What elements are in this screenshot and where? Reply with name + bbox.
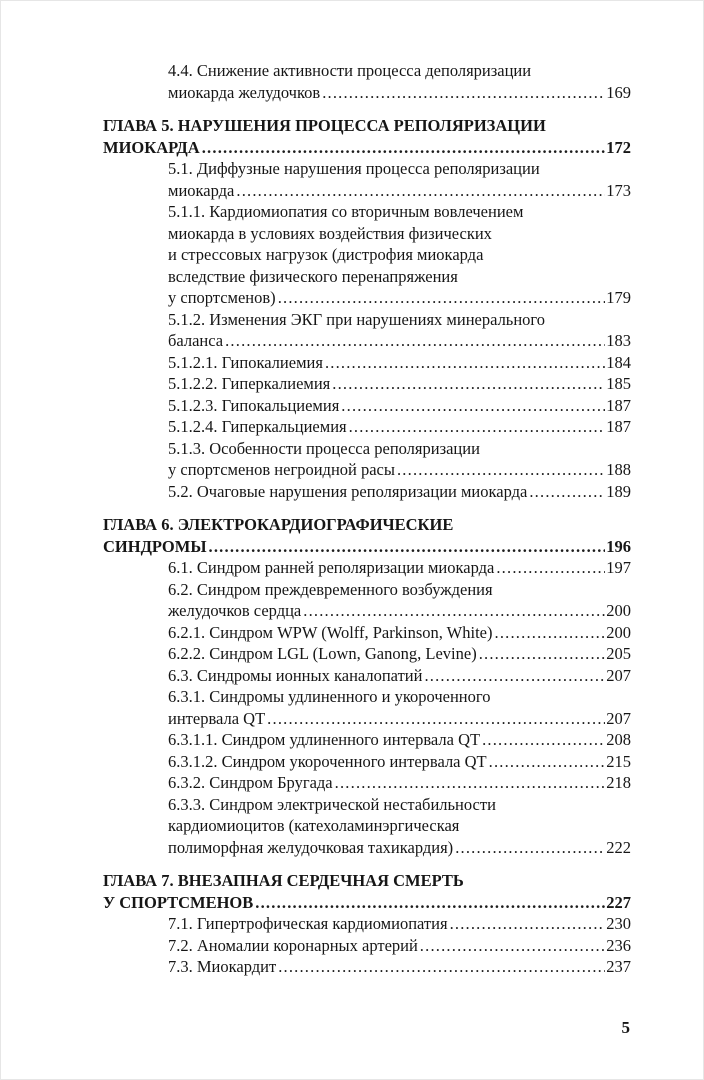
dot-leader <box>236 180 605 202</box>
toc-page-ref: 200 <box>606 601 631 620</box>
toc-entry-text: 5.1.1. Кардиомиопатия со вторичным вовлечением <box>168 202 524 221</box>
toc-entry-line <box>168 772 631 794</box>
toc-entry-text: 5.1.2.2. Гиперкалиемия <box>168 374 331 393</box>
toc-entry-line <box>168 459 631 481</box>
toc-entry-line <box>168 579 631 601</box>
toc-entry <box>103 913 631 935</box>
dot-leader <box>479 643 606 665</box>
toc-page-ref: 172 <box>606 137 631 157</box>
toc-page-ref: 173 <box>606 180 631 200</box>
toc-entry-text: СИНДРОМЫ <box>103 536 207 556</box>
dot-leader <box>322 82 605 104</box>
toc-entry-line <box>168 837 631 859</box>
dot-leader <box>455 837 605 859</box>
toc-entry <box>103 373 631 395</box>
toc-entry-line <box>168 201 631 223</box>
toc-entry <box>103 579 631 622</box>
toc-entry <box>103 481 631 503</box>
table-of-contents <box>103 60 631 978</box>
toc-entry-text: ГЛАВА 5. НАРУШЕНИЯ ПРОЦЕССА РЕПОЛЯРИЗАЦИИ <box>103 116 546 135</box>
toc-entry <box>103 794 631 859</box>
toc-entry-line <box>168 913 631 935</box>
toc-entry-line <box>103 137 631 159</box>
toc-entry-text: ГЛАВА 7. ВНЕЗАПНАЯ СЕРДЕЧНАЯ СМЕРТЬ <box>103 871 464 890</box>
toc-page-ref: 179 <box>606 288 631 307</box>
toc-entry-text: 5.2. Очаговые нарушения реполяризации миокарда <box>168 481 528 501</box>
toc-entry <box>103 514 631 557</box>
dot-leader <box>529 481 605 503</box>
toc-entry <box>103 772 631 794</box>
toc-entry <box>103 870 631 913</box>
toc-entry-text: 7.1. Гипертрофическая кардиомиопатия <box>168 914 448 933</box>
toc-page-ref: 205 <box>606 644 631 663</box>
toc-entry-text: миокарда <box>168 180 235 200</box>
dot-leader <box>278 956 605 978</box>
toc-entry <box>103 557 631 579</box>
toc-entry-line <box>168 223 631 245</box>
toc-page-ref: 183 <box>606 331 631 350</box>
toc-page-ref: 237 <box>606 957 631 976</box>
toc-entry-text: 6.3.2. Синдром Бругада <box>168 773 333 792</box>
dot-leader <box>495 622 606 644</box>
dot-leader <box>420 935 605 957</box>
toc-page-ref: 236 <box>606 935 631 955</box>
dot-leader <box>225 330 605 352</box>
toc-entry-text: 7.3. Миокардит <box>168 957 277 976</box>
toc-entry <box>103 201 631 309</box>
toc-entry <box>103 115 631 158</box>
toc-entry-text: 6.3.3. Синдром электрической нестабильности <box>168 794 496 814</box>
dot-leader <box>278 287 606 309</box>
toc-entry-line <box>168 309 631 331</box>
toc-entry-text: 5.1.3. Особенности процесса реполяризации <box>168 438 480 458</box>
toc-page-ref: 218 <box>606 773 631 792</box>
toc-entry-line <box>168 708 631 730</box>
toc-entry-line <box>168 665 631 687</box>
toc-entry-text: у спортсменов) <box>168 288 276 307</box>
toc-entry-line <box>168 729 631 751</box>
toc-entry-line <box>168 244 631 266</box>
dot-leader <box>209 536 606 558</box>
toc-entry <box>103 352 631 374</box>
toc-entry-line <box>168 180 631 202</box>
toc-entry <box>103 686 631 729</box>
toc-page-ref: 222 <box>606 837 631 857</box>
toc-entry <box>103 60 631 103</box>
toc-entry-text: 5.1. Диффузные нарушения процесса реполяризации <box>168 159 540 178</box>
toc-entry-line <box>168 481 631 503</box>
toc-entry-line <box>168 643 631 665</box>
dot-leader <box>424 665 605 687</box>
toc-page-ref: 189 <box>606 481 631 501</box>
toc-page-ref: 215 <box>606 751 631 771</box>
toc-page-ref: 200 <box>606 622 631 642</box>
toc-entry <box>103 956 631 978</box>
toc-entry <box>103 935 631 957</box>
toc-entry-line <box>168 935 631 957</box>
toc-entry-line <box>103 892 631 914</box>
toc-entry-line <box>168 60 631 82</box>
toc-page-ref: 208 <box>606 730 631 749</box>
toc-entry-line <box>168 751 631 773</box>
toc-entry-text: 6.1. Синдром ранней реполяризации миокарда <box>168 558 495 577</box>
toc-entry-line <box>168 622 631 644</box>
toc-entry-text: миокарда желудочков <box>168 82 321 102</box>
toc-entry-line <box>168 686 631 708</box>
toc-entry-line <box>168 416 631 438</box>
toc-page-ref: 207 <box>606 665 631 685</box>
toc-entry <box>103 395 631 417</box>
toc-entry-text: 5.1.2.3. Гипокальциемия <box>168 395 340 415</box>
toc-entry-line <box>168 352 631 374</box>
toc-entry-text: 6.3.1.2. Синдром укороченного интервала QT <box>168 751 487 771</box>
toc-entry-line <box>168 956 631 978</box>
toc-entry-text: миокарда в условиях воздействия физических <box>168 223 492 243</box>
toc-entry-text: 6.3.1. Синдромы удлиненного и укороченного <box>168 687 491 706</box>
dot-leader <box>332 373 605 395</box>
dot-leader <box>267 708 605 730</box>
toc-entry-text: 5.1.2.1. Гипокалиемия <box>168 352 323 372</box>
toc-page-ref: 197 <box>606 558 631 577</box>
toc-entry <box>103 622 631 644</box>
dot-leader <box>303 600 605 622</box>
toc-entry <box>103 309 631 352</box>
toc-entry <box>103 729 631 751</box>
dot-leader <box>496 557 605 579</box>
page-number: 5 <box>621 1018 630 1037</box>
dot-leader <box>255 892 605 914</box>
toc-entry-line <box>168 557 631 579</box>
toc-page-ref: 207 <box>606 708 631 728</box>
toc-entry-text: интервала QT <box>168 708 266 728</box>
toc-entry-line <box>168 82 631 104</box>
toc-entry-line <box>168 395 631 417</box>
toc-entry-text: 6.2. Синдром преждевременного возбуждения <box>168 579 493 599</box>
toc-entry-line <box>168 373 631 395</box>
toc-page-ref: 230 <box>606 914 631 933</box>
dot-leader <box>335 772 606 794</box>
toc-entry-line <box>168 266 631 288</box>
toc-entry-text: 6.3. Синдромы ионных каналопатий <box>168 665 423 685</box>
toc-page-ref: 227 <box>606 892 631 912</box>
toc-page-ref: 187 <box>606 395 631 415</box>
toc-entry-text: у спортсменов негроидной расы <box>168 460 395 479</box>
toc-entry-text: ГЛАВА 6. ЭЛЕКТРОКАРДИОГРАФИЧЕСКИЕ <box>103 515 454 534</box>
toc-entry-line <box>168 438 631 460</box>
toc-entry-text: 6.2.2. Синдром LGL (Lown, Ganong, Levine) <box>168 644 477 663</box>
toc-entry-text: полиморфная желудочковая тахикардия) <box>168 837 454 857</box>
toc-entry-line <box>103 115 631 137</box>
toc-entry-text: У СПОРТСМЕНОВ <box>103 892 254 912</box>
dot-leader <box>325 352 605 374</box>
toc-page-ref: 196 <box>606 536 631 556</box>
toc-entry-text: 6.2.1. Синдром WPW (Wolff, Parkinson, White) <box>168 622 493 642</box>
toc-entry <box>103 643 631 665</box>
toc-entry-text: МИОКАРДА <box>103 137 200 157</box>
toc-entry <box>103 665 631 687</box>
toc-entry <box>103 416 631 438</box>
toc-entry-line <box>168 794 631 816</box>
toc-entry-text: вследствие физического перенапряжения <box>168 266 458 286</box>
toc-entry-line <box>168 600 631 622</box>
dot-leader <box>397 459 605 481</box>
toc-entry-line <box>103 514 631 536</box>
toc-entry-line <box>103 536 631 558</box>
toc-entry-text: 5.1.2. Изменения ЭКГ при нарушениях минерального <box>168 309 546 329</box>
dot-leader <box>202 137 606 159</box>
toc-entry <box>103 751 631 773</box>
dot-leader <box>349 416 606 438</box>
toc-entry-text: 4.4. Снижение активности процесса деполяризации <box>168 61 532 80</box>
toc-entry <box>103 158 631 201</box>
toc-entry-line <box>168 815 631 837</box>
dot-leader <box>341 395 605 417</box>
toc-page-ref: 185 <box>606 374 631 393</box>
toc-page-ref: 184 <box>606 352 631 372</box>
toc-entry-text: кардиомиоцитов (катехоламинэргическая <box>168 816 460 835</box>
toc-entry-text: желудочков сердца <box>168 601 302 620</box>
toc-entry-line <box>168 158 631 180</box>
toc-entry-text: баланса <box>168 331 224 350</box>
toc-page-ref: 187 <box>606 417 631 436</box>
dot-leader <box>450 913 606 935</box>
toc-entry-line <box>168 330 631 352</box>
toc-entry-text: 6.3.1.1. Синдром удлиненного интервала QT <box>168 730 481 749</box>
toc-entry-line <box>168 287 631 309</box>
toc-page-ref: 169 <box>606 82 631 102</box>
toc-entry-text: 5.1.2.4. Гиперкальциемия <box>168 417 347 436</box>
toc-entry-line <box>103 870 631 892</box>
toc-entry-text: и стрессовых нагрузок (дистрофия миокарда <box>168 245 484 264</box>
toc-page-ref: 188 <box>606 460 631 479</box>
toc-entry-text: 7.2. Аномалии коронарных артерий <box>168 935 418 955</box>
dot-leader <box>482 729 605 751</box>
dot-leader <box>489 751 606 773</box>
toc-entry <box>103 438 631 481</box>
